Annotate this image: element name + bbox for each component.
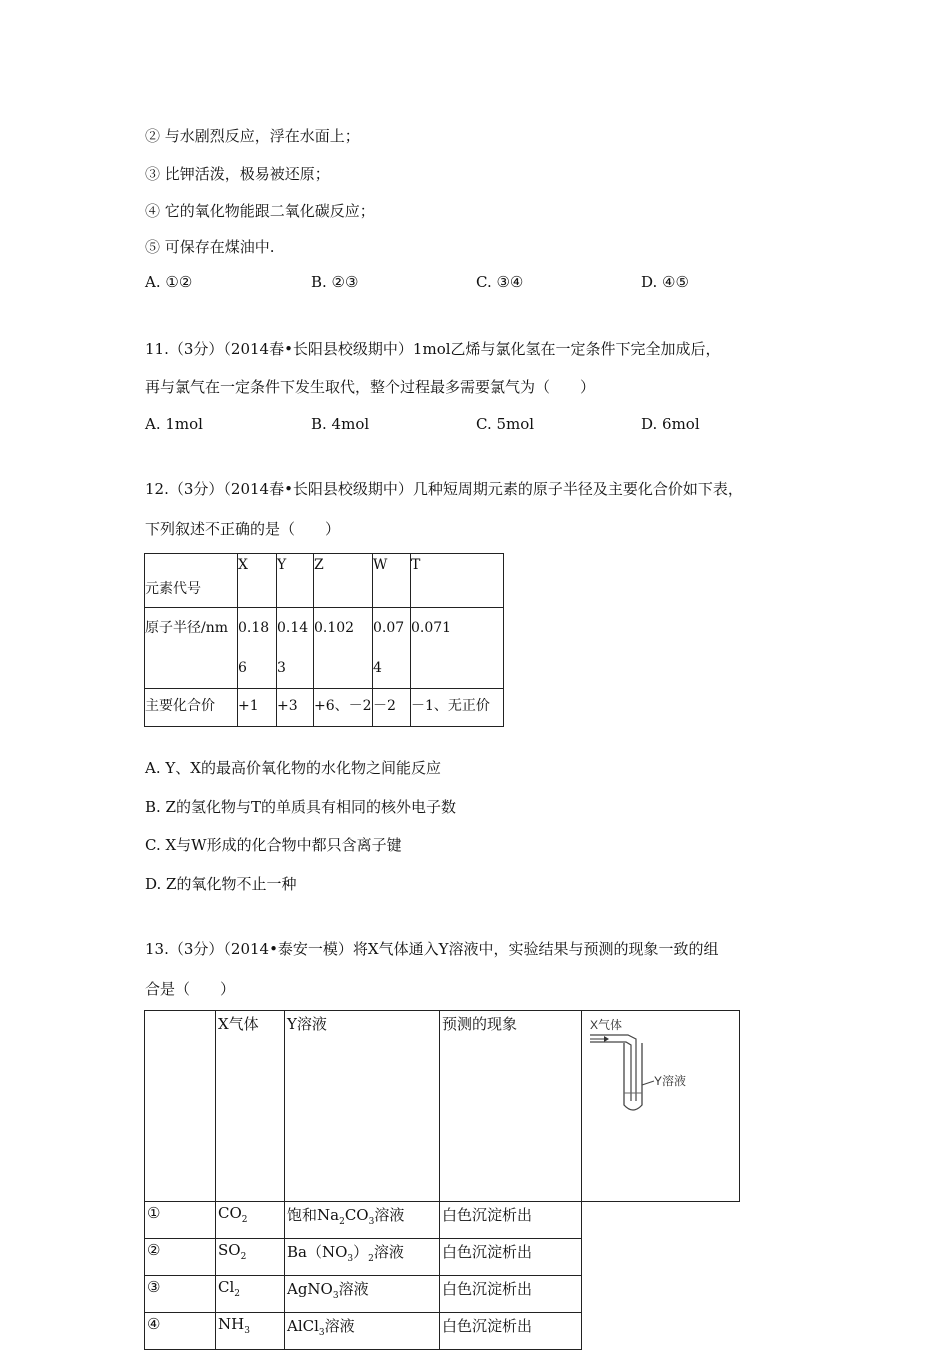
row-number: ①: [145, 1202, 216, 1239]
solution-formula-part: Ba（NO: [287, 1243, 348, 1261]
leader-line: [642, 1081, 654, 1085]
table-row: [145, 1239, 740, 1276]
prediction: 白色沉淀析出: [440, 1239, 582, 1276]
q12-table: [144, 553, 504, 727]
radius-x: 0.186: [238, 608, 277, 689]
gas-formula-sub: 3: [244, 1326, 250, 1336]
prediction: 白色沉淀析出: [440, 1313, 582, 1350]
solution-label: Y溶液: [654, 1074, 687, 1088]
gas-formula: [216, 1276, 285, 1313]
q13-stem-line2: 合是（ ）: [145, 980, 236, 998]
q11-stem-line1: 11.（3分）（2014春•长阳县校级期中）1mol乙烯与氯化氢在一定条件下完全加成后，: [145, 340, 721, 358]
solution-formula-part: 2: [339, 1217, 345, 1227]
header-prediction: 预测的现象: [440, 1011, 582, 1202]
test-tube: [624, 1043, 642, 1110]
solution-formula-part: 3: [332, 1291, 339, 1301]
prediction: 白色沉淀析出: [440, 1276, 582, 1313]
solution-formula: [285, 1202, 440, 1239]
q10-option-c: C. ③④: [476, 273, 524, 291]
q13-table: [144, 1010, 740, 1350]
q12-stem-line2: 下列叙述不正确的是（ ）: [145, 520, 341, 538]
valence-w: －2: [373, 689, 411, 727]
gas-formula-sub: 2: [234, 1289, 241, 1299]
q11-stem-line2: 再与氯气在一定条件下发生取代，整个过程最多需要氯气为（ ）: [145, 378, 596, 396]
gas-formula-main: SO: [218, 1241, 241, 1259]
solution-formula-part: AgNO: [287, 1280, 333, 1298]
solution-formula: [285, 1239, 440, 1276]
q12-option-d: D. Z的氧化物不止一种: [145, 875, 297, 893]
row-number: ③: [145, 1276, 216, 1313]
q12-option-b: B. Z的氢化物与T的单质具有相同的核外电子数: [145, 798, 456, 816]
table-row: [145, 1276, 740, 1313]
q11-option-c: C. 5mol: [476, 415, 535, 433]
valence-y: +3: [277, 689, 314, 727]
solution-formula-part: AlCl: [287, 1317, 319, 1335]
gas-formula: [216, 1202, 285, 1239]
row-number: ④: [145, 1313, 216, 1350]
element-x: X: [238, 554, 277, 608]
element-y: Y: [277, 554, 314, 608]
radius-w: 0.074: [373, 608, 411, 689]
q13-stem-line1: 13.（3分）（2014•泰安一模）将X气体通入Y溶液中，实验结果与预测的现象一致的组: [145, 940, 719, 958]
solution-formula-part: 3: [368, 1217, 375, 1227]
solution-formula-part: 溶液: [373, 1243, 404, 1261]
q10-option-a: A. ①②: [145, 273, 193, 291]
q11-option-b: B. 4mol: [311, 415, 370, 433]
q11-option-a: A. 1mol: [145, 415, 203, 433]
radius-t: 0.071: [411, 608, 504, 689]
solution-formula: [285, 1276, 440, 1313]
valence-t: －1、无正价: [411, 689, 504, 727]
gas-formula-sub: 2: [240, 1252, 247, 1262]
apparatus-diagram: [582, 1011, 740, 1202]
prediction: 白色沉淀析出: [440, 1202, 582, 1239]
delivery-tube: [590, 1035, 636, 1101]
radius-z: 0.102: [314, 608, 373, 689]
q11-option-d: D. 6mol: [641, 415, 700, 433]
solution-formula-part: 溶液: [324, 1317, 355, 1335]
solution-formula-part: CO: [344, 1206, 369, 1224]
test-tube-diagram: [582, 1011, 739, 1201]
gas-formula-main: Cl: [218, 1278, 235, 1296]
q10-option-d: D. ④⑤: [641, 273, 689, 291]
solution-formula-part: 饱和Na: [287, 1206, 340, 1224]
q12-option-a: A. Y、X的最高价氧化物的水化物之间能反应: [145, 759, 441, 777]
q10-item-3: ③ 比钾活泼，极易被还原；: [145, 165, 330, 183]
q12-option-c: C. X与W形成的化合物中都只含离子键: [145, 836, 402, 854]
gas-arrow-head: [604, 1036, 609, 1042]
q10-option-b: B. ②③: [311, 273, 359, 291]
gas-label: X气体: [590, 1018, 623, 1032]
q10-item-5: ⑤ 可保存在煤油中.: [145, 238, 275, 256]
row-number: ②: [145, 1239, 216, 1276]
element-z: Z: [314, 554, 373, 608]
header-gas: X气体: [216, 1011, 285, 1202]
header-solution: Y溶液: [285, 1011, 440, 1202]
gas-formula: [216, 1239, 285, 1276]
valence-x: +1: [238, 689, 277, 727]
solution-formula-part: 溶液: [338, 1280, 369, 1298]
solution-formula-part: 2: [368, 1254, 374, 1264]
row-label-element: 元素代号: [145, 554, 238, 608]
q10-item-2: ② 与水剧烈反应，浮在水面上；: [145, 127, 360, 145]
gas-formula-main: NH: [218, 1315, 245, 1333]
valence-z: +6、－2: [314, 689, 373, 727]
row-label-radius: 原子半径/nm: [145, 608, 238, 689]
solution-formula-part: ）: [353, 1243, 369, 1261]
q10-item-4: ④ 它的氧化物能跟二氧化碳反应；: [145, 202, 375, 220]
element-w: W: [373, 554, 411, 608]
gas-formula-sub: 2: [241, 1215, 248, 1225]
solution-formula-part: 溶液: [374, 1206, 405, 1224]
solution-formula-part: 3: [347, 1254, 354, 1264]
table-row: [145, 1202, 740, 1239]
element-t: T: [411, 554, 504, 608]
q12-stem-line1: 12.（3分）（2014春•长阳县校级期中）几种短周期元素的原子半径及主要化合价如下表，: [145, 480, 743, 498]
gas-formula-main: CO: [218, 1204, 242, 1222]
row-label-valence: 主要化合价: [145, 689, 238, 727]
solution-formula-part: 3: [318, 1328, 325, 1338]
radius-y: 0.143: [277, 608, 314, 689]
header-blank: [145, 1011, 216, 1202]
